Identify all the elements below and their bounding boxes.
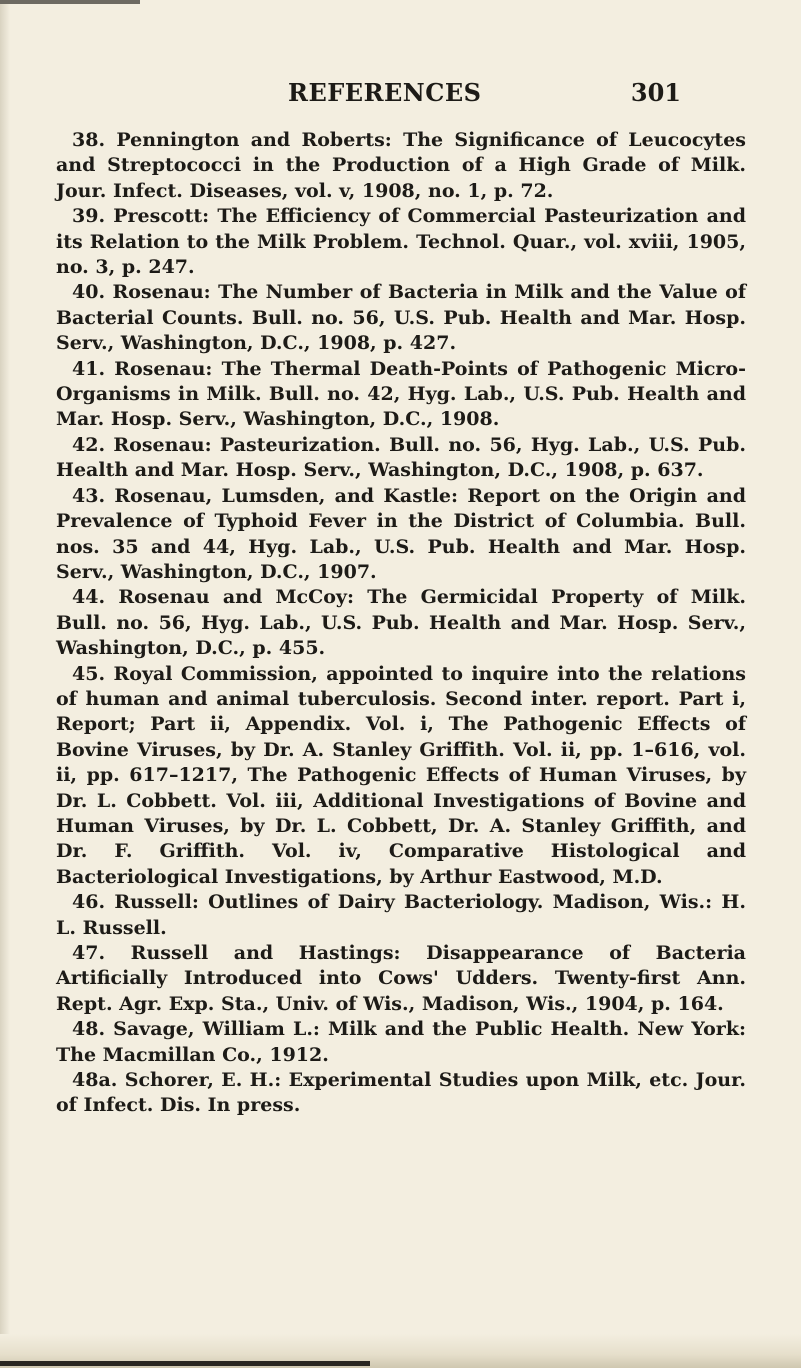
reference-43: 43. Rosenau, Lumsden, and Kastle: Report on the Origin and Prevalence of Typhoid Fever in the District of Columbia. Bull. nos. 35 and 44, Hyg. Lab., U.S. Pub. Health and Mar. Hosp. Serv., Washington, D.C., 1907. [56,484,746,583]
scan-corner-mark [0,0,140,4]
page-header [288,78,681,114]
reference-45: 45. Royal Commission, appointed to inquire into the relations of human and animal tuberculosis. Second inter. report. Part i, Report; Part ii, Appendix. Vol. i, The Pathogenic Effects of Bovine Viruses, by Dr. A. Stanley Griffith. Vol. ii, pp. 1–616, vol. ii, pp. 617–1217, The Pathogenic Effects of Human Viruses, by Dr. L. Cobbett. Vol. iii, Additional Investigations of Bovine and Human Viruses, by Dr. L. Cobbett, Dr. A. Stanley Griffith, and Dr. F. Griffith. Vol. iv, Comparative Histological and Bacteriological Investigations, by Arthur Eastwood, M.D. [56,662,746,888]
reference-47: 47. Russell and Hastings: Disappearance of Bacteria Artificially Introduced into Cows' Udders. Twenty-first Ann. Rept. Agr. Exp. Sta., Univ. of Wis., Madison, Wis., 1904, p. 164. [56,942,746,1015]
scan-bottom-rule [0,1361,370,1366]
reference-41: 41. Rosenau: The Thermal Death-Points of Pathogenic Micro-Organisms in Milk. Bull. no. 42, Hyg. Lab., U.S. Pub. Health and Mar. Hosp. Serv., Washington, D.C., 1908. [56,357,746,431]
reference-39: 39. Prescott: The Efficiency of Commercial Pasteurization and its Relation to the Milk Problem. Technol. Quar., vol. xviii, 1905, no. 3, p. 247. [56,205,746,279]
reference-44: 44. Rosenau and McCoy: The Germicidal Property of Milk. Bull. no. 56, Hyg. Lab., U.S. Pub. Health and Mar. Hosp. Serv., Washington, D.C., p. 455. [56,586,746,660]
reference-42: 42. Rosenau: Pasteurization. Bull. no. 56, Hyg. Lab., U.S. Pub. Health and Mar. Hosp. Serv., Washington, D.C., 1908, p. 637. [56,433,746,482]
reference-48: 48. Savage, William L.: Milk and the Public Health. New York: The Macmillan Co., 1912. [56,1018,746,1066]
reference-48a: 48a. Schorer, E. H.: Experimental Studies upon Milk, etc. Jour. of Infect. Dis. In press. [56,1069,746,1117]
reference-list [56,128,746,1119]
running-head: REFERENCES [288,78,482,107]
page-number: 301 [630,78,681,107]
page-edge-shadow [0,0,10,1368]
reference-46: 46. Russell: Outlines of Dairy Bacteriology. Madison, Wis.: H. L. Russell. [56,891,746,939]
reference-40: 40. Rosenau: The Number of Bacteria in Milk and the Value of Bacterial Counts. Bull. no. 56, U.S. Pub. Health and Mar. Hosp. Serv., Washington, D.C., 1908, p. 427. [56,281,746,355]
reference-38: 38. Pennington and Roberts: The Significance of Leucocytes and Streptococci in the Production of a High Grade of Milk. Jour. Infect. Diseases, vol. v, 1908, no. 1, p. 72. [56,129,746,202]
